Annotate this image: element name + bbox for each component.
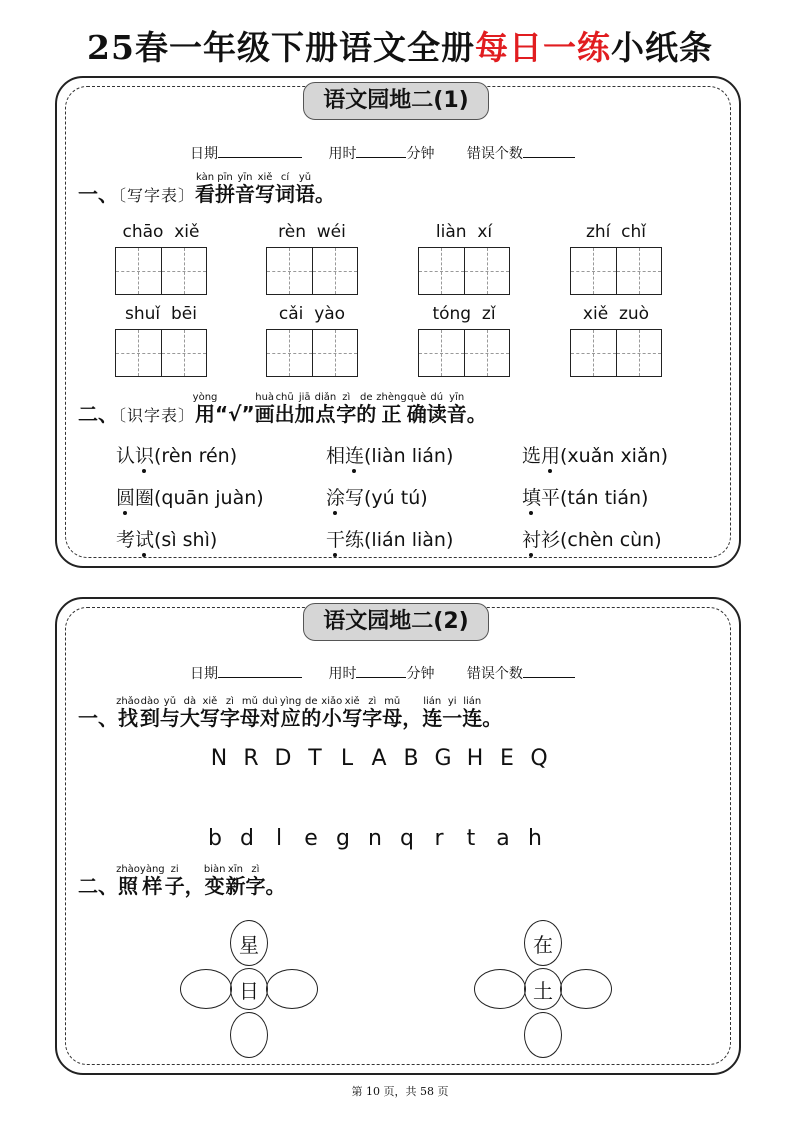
uppercase-letter[interactable]: H — [466, 746, 484, 771]
pronunciation-choice[interactable] — [116, 483, 264, 510]
writing-grid[interactable] — [570, 329, 662, 377]
pinyin-prompt: rèn wéi — [278, 222, 346, 242]
uppercase-letter[interactable]: E — [500, 746, 514, 771]
annotated-char: 对duì — [259, 696, 280, 730]
annotated-char: 读dú — [426, 392, 447, 426]
uppercase-letter[interactable]: G — [434, 746, 452, 771]
uppercase-letter[interactable]: B — [403, 746, 419, 771]
pinyin-prompt: cǎi yào — [278, 304, 346, 324]
flower-1-center-oval: 日 — [230, 968, 268, 1010]
choice-options[interactable]: (sì shì) — [154, 529, 218, 551]
flower-2-top-oval: 在 — [524, 920, 562, 966]
annotated-char: 看kàn — [195, 172, 216, 206]
uppercase-letter[interactable]: D — [274, 746, 292, 771]
choice-options[interactable]: (lián liàn) — [364, 529, 454, 551]
annotated-char: 的de — [356, 392, 377, 426]
lowercase-letter[interactable]: e — [304, 826, 318, 851]
choice-options[interactable]: (yú tú) — [364, 487, 428, 509]
question-number: 一、 — [78, 182, 118, 206]
annotated-char: 字zì — [336, 392, 357, 426]
annotated-char: 拼pīn — [215, 172, 236, 206]
annotated-char: 连lián — [422, 696, 443, 730]
writing-cell[interactable] — [267, 330, 313, 376]
annotated-char: 用yòng — [192, 392, 218, 426]
writing-cell[interactable] — [571, 330, 617, 376]
choice-word: 干练 — [326, 529, 364, 551]
annotated-char: 写xiě — [342, 696, 363, 730]
card-1-question-2 — [78, 392, 487, 427]
pronunciation-choice[interactable] — [116, 525, 217, 552]
annotated-char: 应yìng — [279, 696, 302, 730]
card-2-question-2 — [78, 864, 285, 899]
annotated-char: 音yīn — [235, 172, 256, 206]
choice-word: 相连 — [326, 445, 364, 467]
annotated-char: 小xiǎo — [321, 696, 343, 730]
choice-word: 圆圈 — [116, 487, 154, 509]
annotated-char: 出chū — [274, 392, 295, 426]
uppercase-letter[interactable]: R — [243, 746, 259, 771]
pinyin-prompt: liàn xí — [435, 222, 493, 242]
emphasis-dot — [333, 553, 337, 557]
emphasis-dot — [352, 469, 356, 473]
lowercase-letter[interactable]: q — [400, 826, 414, 851]
writing-cell[interactable] — [419, 248, 465, 294]
choice-word: 涂写 — [326, 487, 364, 509]
card-1-meta: 日期 用时 分钟 错误个数 — [190, 143, 575, 163]
choice-options[interactable]: (tán tián) — [560, 487, 649, 509]
annotated-char: 母mǔ — [239, 696, 260, 730]
choice-word: 考试 — [116, 529, 154, 551]
pinyin-prompt: xiě zuò — [582, 304, 650, 324]
annotated-char: 画huà — [254, 392, 275, 426]
card-1-title: 语文园地二(1) — [303, 82, 489, 120]
flower-1-bottom-oval — [230, 1012, 268, 1058]
lowercase-letter[interactable]: l — [275, 826, 283, 851]
uppercase-letter[interactable]: N — [210, 746, 228, 771]
lowercase-letter[interactable]: n — [368, 826, 382, 851]
writing-cell[interactable] — [116, 330, 162, 376]
writing-grid[interactable] — [418, 329, 510, 377]
emphasis-dot — [548, 469, 552, 473]
emphasis-dot — [529, 511, 533, 515]
writing-grid[interactable] — [570, 247, 662, 295]
lowercase-letters — [199, 826, 551, 851]
lowercase-letter[interactable]: b — [208, 826, 222, 851]
question-tag: 〔识字表〕 — [118, 406, 196, 425]
pinyin-prompt: zhí chǐ — [585, 222, 647, 242]
choice-options[interactable]: (quān juàn) — [154, 487, 264, 509]
annotated-char: 样yàng — [139, 864, 165, 898]
emphasis-dot — [123, 511, 127, 515]
annotated-char: 正zhèng — [376, 392, 407, 426]
page-footer: 第 10 页，共 58 页 — [351, 1085, 449, 1098]
annotated-char: 词cí — [275, 172, 296, 206]
card-1-question-1 — [78, 172, 335, 207]
emphasis-dot — [333, 511, 337, 515]
lowercase-letter[interactable]: d — [240, 826, 254, 851]
pronunciation-choice[interactable] — [522, 483, 648, 510]
pronunciation-choice[interactable] — [522, 441, 668, 468]
pronunciation-choice[interactable] — [326, 483, 428, 510]
flower-2-bottom-oval — [524, 1012, 562, 1058]
choice-options[interactable]: (rèn rén) — [154, 445, 238, 467]
annotated-char: 的de — [301, 696, 322, 730]
card-2-meta: 日期 用时 分钟 错误个数 — [190, 663, 575, 683]
question-end: 。 — [482, 706, 503, 730]
annotated-char: 加jiā — [294, 392, 315, 426]
pronunciation-choice[interactable] — [522, 525, 662, 552]
question-number: 二、 — [78, 402, 118, 426]
annotated-char: 找zhǎo — [116, 696, 140, 730]
annotated-char: 与yǔ — [159, 696, 180, 730]
writing-cell[interactable] — [419, 330, 465, 376]
writing-grid[interactable] — [115, 247, 207, 295]
choice-word: 认识 — [116, 445, 154, 467]
emphasis-dot — [529, 553, 533, 557]
question-number: 一、 — [78, 706, 118, 730]
emphasis-dot — [142, 469, 146, 473]
writing-cell[interactable] — [465, 248, 510, 294]
question-end: 。 — [265, 874, 286, 898]
emphasis-dot — [142, 553, 146, 557]
choice-word: 衬衫 — [522, 529, 560, 551]
page-title: 25春一年级下册语文全册每日一练小纸条 — [87, 28, 713, 67]
lowercase-letter[interactable]: t — [466, 826, 476, 851]
question-tag: 〔写字表〕 — [118, 186, 196, 205]
pinyin-prompt: shuǐ bēi — [125, 304, 197, 324]
writing-grid[interactable] — [266, 329, 358, 377]
lowercase-letter[interactable]: g — [336, 826, 350, 851]
writing-cell[interactable] — [267, 248, 313, 294]
question-punct: ， — [184, 874, 205, 898]
check-mark-symbol: “√” — [215, 402, 255, 426]
flower-1-top-oval: 星 — [230, 920, 268, 966]
writing-cell[interactable] — [162, 330, 207, 376]
lowercase-letter[interactable]: a — [496, 826, 510, 851]
annotated-char: 音yīn — [446, 392, 467, 426]
writing-grid[interactable] — [115, 329, 207, 377]
uppercase-letters — [203, 746, 555, 771]
annotated-char: 语yǔ — [295, 172, 316, 206]
choice-options[interactable]: (liàn lián) — [364, 445, 454, 467]
question-end: 。 — [315, 182, 336, 206]
pronunciation-choice[interactable] — [326, 525, 453, 552]
pinyin-prompt: tóng zǐ — [432, 304, 496, 324]
choice-word: 填平 — [522, 487, 560, 509]
flower-2-right-oval — [560, 969, 612, 1009]
writing-cell[interactable] — [313, 248, 358, 294]
annotated-char: 到dào — [139, 696, 160, 730]
pronunciation-choice[interactable] — [326, 441, 453, 468]
uppercase-letter[interactable]: L — [340, 746, 354, 771]
annotated-char: 一yi — [442, 696, 463, 730]
writing-cell[interactable] — [617, 248, 662, 294]
card-2-question-1 — [78, 696, 502, 731]
uppercase-letter[interactable]: Q — [530, 746, 548, 771]
writing-grid[interactable] — [266, 247, 358, 295]
annotated-char: 字zì — [245, 864, 266, 898]
annotated-char: 字zì — [219, 696, 240, 730]
flower-1-left-oval — [180, 969, 232, 1009]
annotated-char: 连lián — [462, 696, 483, 730]
lowercase-letter[interactable]: h — [528, 826, 542, 851]
annotated-char: 母mǔ — [382, 696, 403, 730]
annotated-char: 点diǎn — [314, 392, 337, 426]
choice-options[interactable]: (chèn cùn) — [560, 529, 662, 551]
writing-grid[interactable] — [418, 247, 510, 295]
flower-1-right-oval — [266, 969, 318, 1009]
annotated-char: 写xiě — [199, 696, 220, 730]
question-punct: ， — [402, 706, 423, 730]
annotated-char: 字zì — [362, 696, 383, 730]
lowercase-letter[interactable]: r — [434, 826, 444, 851]
flower-2-left-oval — [474, 969, 526, 1009]
uppercase-letter[interactable]: T — [308, 746, 322, 771]
writing-cell[interactable] — [465, 330, 510, 376]
annotated-char: 确què — [406, 392, 427, 426]
choice-word: 选用 — [522, 445, 560, 467]
pinyin-prompt: chāo xiě — [122, 222, 200, 242]
writing-cell[interactable] — [162, 248, 207, 294]
annotated-char: 照zhào — [116, 864, 140, 898]
annotated-char: 变biàn — [203, 864, 226, 898]
pronunciation-choice[interactable] — [116, 441, 237, 468]
annotated-char: 子zi — [164, 864, 185, 898]
writing-cell[interactable] — [571, 248, 617, 294]
annotated-char: 新xīn — [225, 864, 246, 898]
uppercase-letter[interactable]: A — [371, 746, 387, 771]
flower-2-center-oval: 土 — [524, 968, 562, 1010]
annotated-char: 写xiě — [255, 172, 276, 206]
writing-cell[interactable] — [116, 248, 162, 294]
writing-cell[interactable] — [313, 330, 358, 376]
annotated-char: 大dà — [179, 696, 200, 730]
card-2-title: 语文园地二(2) — [303, 603, 489, 641]
writing-cell[interactable] — [617, 330, 662, 376]
question-number: 二、 — [78, 874, 118, 898]
question-end: 。 — [466, 402, 487, 426]
choice-options[interactable]: (xuǎn xiǎn) — [560, 445, 669, 467]
